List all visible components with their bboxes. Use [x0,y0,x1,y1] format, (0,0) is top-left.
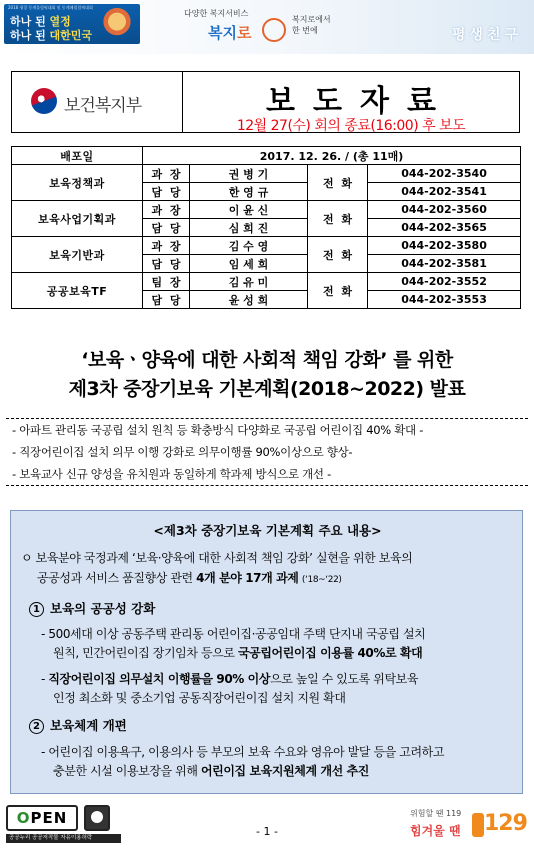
department-name: 보육기반과 [12,237,143,273]
headline [0,346,534,404]
summary-box [10,510,523,794]
mascot-icon [96,8,138,42]
phone-label: 전 화 [308,237,368,273]
subheading-2: - 직장어린이집 설치 의무 이행 강화로 의무이행률 90%이상으로 향상- [12,445,353,459]
department-name: 보육사업기획과 [12,201,143,237]
contact-person: 이 윤 신 [190,201,308,219]
phone-icon [472,813,484,837]
ministry-name: 보건복지부 [64,96,142,116]
circle-number-1: 1 [29,602,44,617]
hotline-text-2: 힘겨울 땐 [410,824,461,838]
section-heading-1: 1 보육의 공공성 강화 [29,599,155,617]
contact-person: 임 세 희 [190,255,308,273]
contact-row [12,165,521,183]
phone-number[interactable]: 044-202-3565 [368,219,521,237]
circle-number-2: 2 [29,719,44,734]
headline-line-2: 제3차 중장기보육 기본계획(2018~2022) 발표 [68,378,466,400]
contact-row [12,237,521,255]
contact-role: 담 당 [143,219,190,237]
distribution-label: 배포일 [12,147,143,165]
summary-intro-line-1: ㅇ 보육분야 국정과제 ‘보육·양육에 대한 사회적 책임 강화’ 실현을 위한 보육의 [21,551,413,565]
hotline-number: 129 [484,811,527,836]
olympic-line-2: 하나 된 대한민국 [10,29,93,42]
contact-person: 김 유 미 [190,273,308,291]
phone-number[interactable]: 044-202-3540 [368,165,521,183]
phone-label: 전 화 [308,165,368,201]
department-name: 공공보육TF [12,273,143,309]
contact-role: 과 장 [143,237,190,255]
phone-number[interactable]: 044-202-3552 [368,273,521,291]
hotline-banner[interactable] [398,805,532,843]
phone-number[interactable]: 044-202-3580 [368,237,521,255]
bokjiro-banner[interactable] [178,4,338,44]
section-2-item-1-line-2: 충분한 시설 이용보장을 위해 어린이집 보육지원체계 개선 추진 [53,764,369,778]
contact-role: 담 당 [143,255,190,273]
contact-person: 김 수 영 [190,237,308,255]
taegeuk-icon [31,88,57,114]
contact-person: 윤 성 희 [190,291,308,309]
hotline-text-1: 위험할 땐 119 [410,809,462,818]
contact-role: 과 장 [143,165,190,183]
bokjiro-logo: 복지로 [208,24,252,42]
ring-icon [262,18,286,42]
phone-number[interactable]: 044-202-3581 [368,255,521,273]
olympic-line-1: 하나 된 열정 [10,15,71,28]
section-heading-2: 2 보육체계 개편 [29,716,127,734]
open-logo: OPEN [6,805,78,831]
phone-label: 전 화 [308,273,368,309]
distribution-value: 2017. 12. 26. / (총 11매) [143,147,521,165]
section-1-item-2-line-1: - 직장어린이집 의무설치 이행률을 90% 이상으로 높일 수 있도록 위탁보육 [41,672,419,686]
open-caption: 공공누리 공공저작물 자유이용허락 [6,834,121,843]
lifelong-friend-label: 평생친구 [451,27,522,43]
subheadings [4,418,530,486]
page-number: - 1 - [256,825,278,838]
ministry-logo-cell [12,72,183,132]
top-banner [0,0,534,54]
bokjiro-slogan: 복지로에서 한 번에 [292,15,331,35]
contact-row [12,201,521,219]
phone-number[interactable]: 044-202-3553 [368,291,521,309]
distribution-row [12,147,521,165]
contact-person: 한 영 규 [190,183,308,201]
summary-title: <제3차 중장기보육 기본계획 주요 내용> [153,523,382,538]
summary-intro-line-2: 공공성과 서비스 품질향상 관련 4개 분야 17개 과제 (‘18~‘22) [37,571,342,585]
subheading-3: - 보육교사 신규 양성을 유치원과 동일하게 학과제 방식으로 개선 - [12,467,331,481]
bokjiro-caption: 다양한 복지서비스 [184,9,249,18]
contact-row [12,273,521,291]
department-name: 보육정책과 [12,165,143,201]
phone-label: 전 화 [308,201,368,237]
contact-person: 권 병 기 [190,165,308,183]
section-1-item-2-line-2: 인정 최소화 및 중소기업 공동직장어린이집 설치 지원 확대 [53,691,346,705]
phone-number[interactable]: 044-202-3560 [368,201,521,219]
phone-number[interactable]: 044-202-3541 [368,183,521,201]
press-header [11,71,520,133]
section-1-item-1-line-2: 원칙, 민간어린이집 장기임차 등으로 국공립어린이집 이용률 40%로 확대 [53,646,423,660]
contact-role: 담 당 [143,183,190,201]
olympic-caption: 2018 평창 동계올림픽대회 및 동계패럴림픽대회 [8,5,93,10]
subheading-1: - 아파트 관리동 국공립 설치 원칙 등 확충방식 다양화로 국공립 어린이집 40% 확대 - [12,423,424,437]
olympic-banner[interactable] [4,4,140,44]
contact-role: 담 당 [143,291,190,309]
embargo-notice: 12월 27(수) 회의 종료(16:00) 후 보도 [236,118,466,134]
contact-role: 팀 장 [143,273,190,291]
press-release-title: 보도자료 [266,84,454,119]
contact-table [11,146,521,309]
headline-line-1: ‘보육ㆍ양육에 대한 사회적 책임 강화’ 를 위한 [81,349,453,371]
contact-person: 심 희 진 [190,219,308,237]
section-1-item-1-line-1: - 500세대 이상 공동주택 관리동 어린이집·공공임대 주택 단지내 국공립 설치 [41,627,426,641]
section-2-item-1-line-1: - 어린이집 이용욕구, 이용의사 등 부모의 보육 수요와 영유아 발달 등을 고려하고 [41,745,445,759]
divider [6,485,528,486]
contact-role: 과 장 [143,201,190,219]
